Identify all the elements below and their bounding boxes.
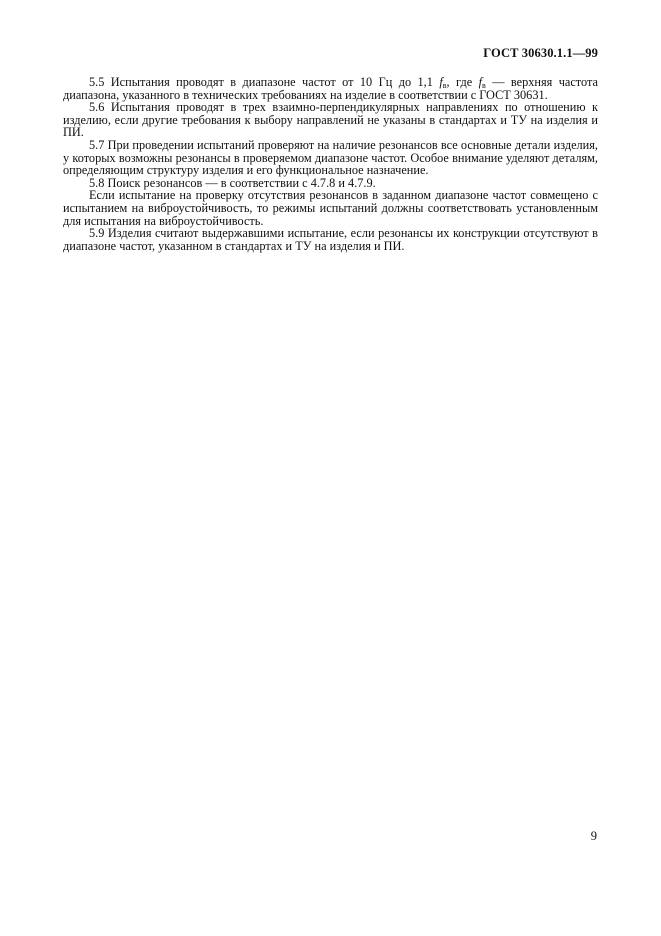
- paragraph-5-8: 5.8 Поиск резонансов — в соответствии с 4.7.8 и 4.7.9.: [89, 175, 376, 190]
- paragraph-5-5-part3: — верхняя частота диапазона, указанного в технических требованиях на изделие в соответствии с ГОСТ 30631.: [63, 75, 598, 102]
- frequency-subscript: в: [442, 81, 447, 90]
- paragraph-5-6: 5.6 Испытания проводят в трех взаимно-перпендикулярных направлениях по отношению к изделию, если другие требования к выбору направлений не указаны в стандартах и ТУ на изделия и ПИ.: [63, 100, 598, 140]
- paragraph-5-5: [63, 76, 598, 101]
- paragraph-5-9: 5.9 Изделия считают выдержавшими испытание, если резонансы их конструкции отсутствуют в диапазоне частот, указанном в стандартах и ТУ на изделия и ПИ.: [63, 226, 598, 253]
- page-number: 9: [590, 829, 597, 843]
- paragraph-5-5-part1: 5.5 Испытания проводят в диапазоне частот от 10 Гц до 1,1: [89, 75, 440, 89]
- frequency-subscript: в: [482, 81, 486, 90]
- document-body: [63, 76, 598, 252]
- paragraph-5-7: 5.7 При проведении испытаний проверяют на наличие резонансов все основные детали изделия, у которых возможны резонансы в проверяемом диапазоне частот. Особое внимание уделяют деталям, определяющим структуру изделия и его функциональное назначение.: [63, 137, 598, 178]
- frequency-symbol: f: [439, 75, 443, 89]
- document-header-code: ГОСТ 30630.1.1—99: [483, 46, 598, 60]
- frequency-symbol: f: [478, 75, 482, 89]
- paragraph-5-5-part2: , где: [446, 75, 479, 89]
- paragraph-5-8-continued: Если испытание на проверку отсутствия резонансов в заданном диапазоне частот совмещено с испытанием на виброустойчивость, то режимы испытаний должны соответствовать установленным для испытания на виброустойчивость.: [63, 188, 598, 228]
